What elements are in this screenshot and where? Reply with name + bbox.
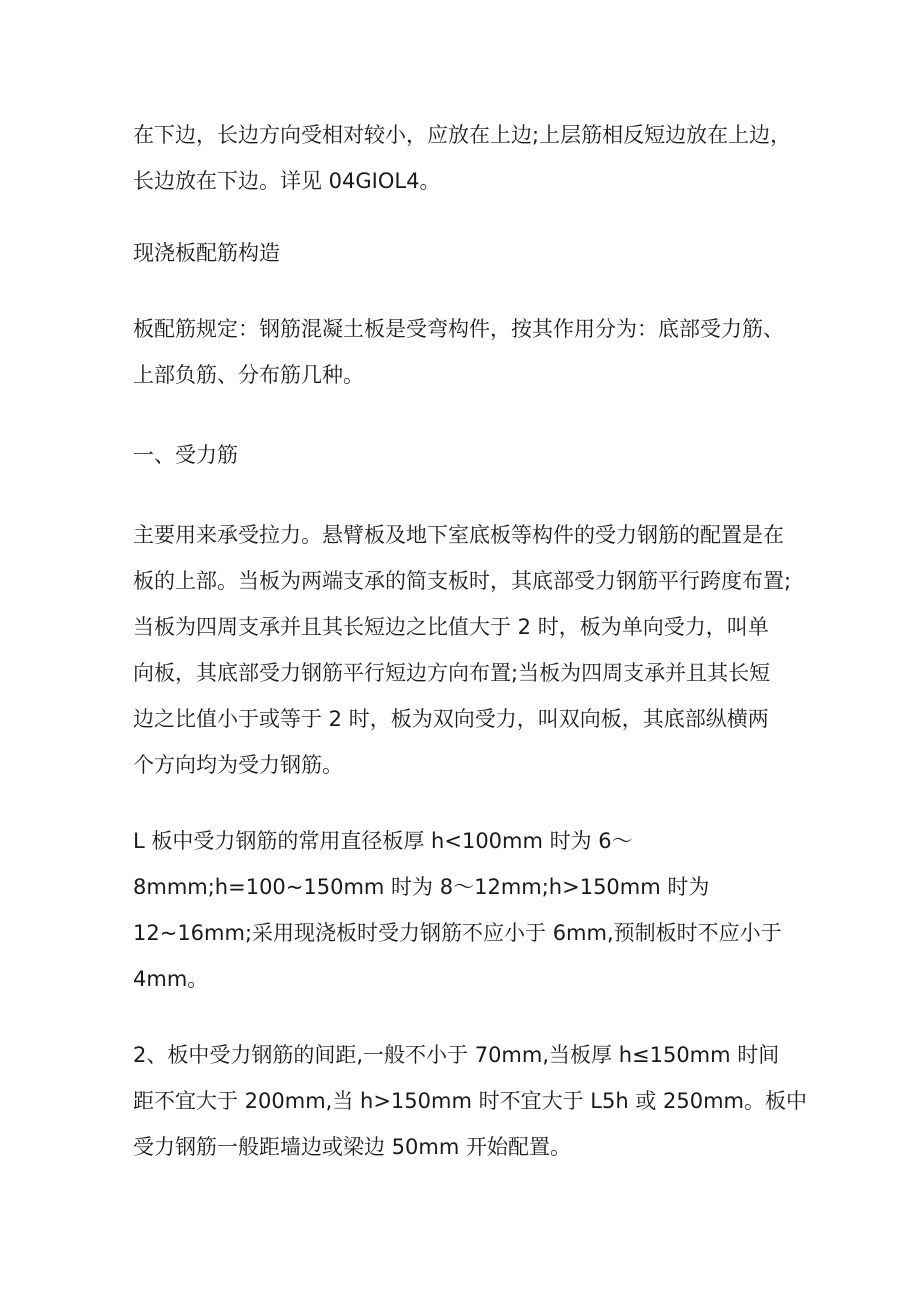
- text-line: 板配筋规定：钢筋混凝土板是受弯构件，按其作用分为：底部受力筋、: [133, 317, 784, 341]
- text-line: 4mm。: [133, 967, 209, 991]
- section-heading-main-rebar: [133, 432, 808, 478]
- paragraph-rebar-spacing: [133, 1032, 808, 1170]
- text-line: 边之比值小于或等于 2 时，板为双向受力，叫双向板，其底部纵横两: [133, 707, 769, 731]
- paragraph-main-rebar: [133, 512, 808, 788]
- text-line: 当板为四周支承并且其长短边之比值大于 2 时，板为单向受力，叫单: [133, 615, 769, 639]
- text-line: 受力钢筋一般距墙边或梁边 50mm 开始配置。: [133, 1135, 571, 1159]
- text-line: 长边放在下边。详见 04GIOL4。: [133, 169, 441, 193]
- text-line: 一、受力筋: [133, 443, 238, 467]
- text-line: 板的上部。当板为两端支承的简支板时，其底部受力钢筋平行跨度布置;: [133, 569, 792, 593]
- text-line: 个方向均为受力钢筋。: [133, 753, 343, 777]
- paragraph-continuation: [133, 112, 808, 204]
- text-line: 主要用来承受拉力。悬臂板及地下室底板等构件的受力钢筋的配置是在: [133, 523, 784, 547]
- section-heading-cast-slab: [133, 230, 808, 276]
- text-line: 向板，其底部受力钢筋平行短边方向布置;当板为四周支承并且其长短: [133, 661, 771, 685]
- text-line: 8mmm;h=100~150mm 时为 8〜12mm;h>150mm 时为: [133, 875, 710, 899]
- text-line: 2、板中受力钢筋的间距,一般不小于 70mm,当板厚 h≤150mm 时间: [133, 1043, 780, 1067]
- text-line: 12~16mm;采用现浇板时受力钢筋不应小于 6mm,预制板时不应小于: [133, 921, 782, 945]
- text-line: 上部负筋、分布筋几种。: [133, 363, 364, 387]
- text-line: 在下边，长边方向受相对较小，应放在上边;上层筋相反短边放在上边，: [133, 123, 792, 147]
- text-line: L 板中受力钢筋的常用直径板厚 h<100mm 时为 6〜: [133, 829, 633, 853]
- paragraph-slab-rules: [133, 306, 808, 398]
- text-line: 现浇板配筋构造: [133, 241, 280, 265]
- paragraph-rebar-diameter: [133, 818, 808, 1002]
- text-line: 距不宜大于 200mm,当 h>150mm 时不宜大于 L5h 或 250mm。板中: [133, 1089, 807, 1113]
